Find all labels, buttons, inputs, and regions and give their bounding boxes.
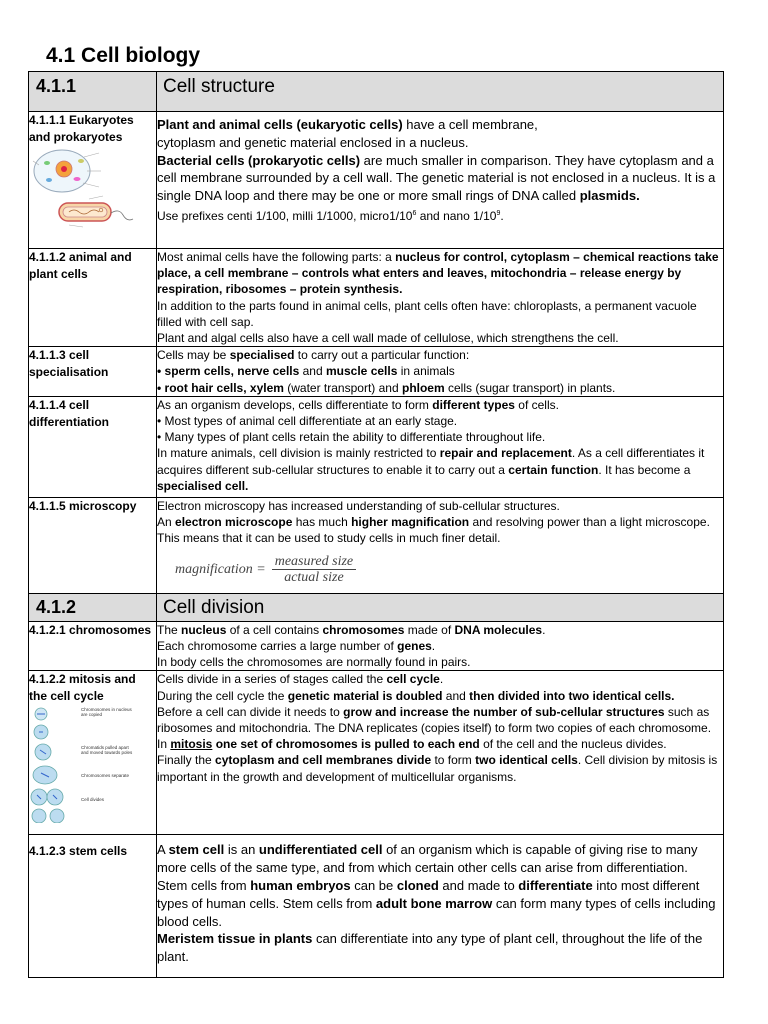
table-row — [29, 497, 724, 593]
row-label: 4.1.1.1 Eukaryotes and prokaryotes — [29, 113, 134, 144]
paragraph: Bacterial cells (prokaryotic cells) are much smaller in comparison. They have cytoplasm and a cell membrane surrounded by a cell wall. The genetic material is not enclosed in a nucleus. It is a single DNA loop and there may be one or more small rings of DNA called plasmids. — [157, 152, 716, 204]
row-content: Electron microscopy has increased understanding of sub-cellular structures. An electron microscope has much higher magnification and resolving power than a light microscope. This means that it can be used to study cells in much finer detail. magnification = $\frac{\text{measured size}}{\text{actual size}}$ — [157, 497, 724, 593]
row-content: Most animal cells have the following parts: a nucleus for control, cytoplasm – chemical reactions take place, a cell membrane – controls what enters and leaves, mitochondria – release energy by respiration, ribosomes – protein synthesis. In addition to the parts found in animal cells, plant cells often have: chloroplasts, a permanent vacuole filled with cell sap. Plant and algal cells also have a cell wall made of cellulose, which strengthens the cell. — [157, 249, 724, 347]
row-label-cell — [29, 112, 157, 249]
magnification-formula: magnification = $\frac{\text{measured size}}{\text{actual size}}$ — [175, 554, 356, 585]
section-code: 4.1.2 — [29, 593, 157, 621]
table-row — [29, 396, 724, 497]
row-content: Cells may be specialised to carry out a particular function: • sperm cells, nerve cells and muscle cells in animals • root hair cells, xylem (water transport) and phloem cells (sugar transport) in plants. — [157, 347, 724, 397]
row-label: 4.1.2.3 stem cells — [29, 835, 157, 978]
formula-numerator: measured size — [272, 554, 356, 570]
table-row — [29, 347, 724, 397]
row-label: 4.1.1.3 cell specialisation — [29, 347, 157, 397]
row-label: 4.1.1.2 animal and plant cells — [29, 249, 157, 347]
table-row — [29, 835, 724, 978]
row-label: 4.1.2.1 chromosomes — [29, 621, 157, 671]
section-code: 4.1.1 — [29, 72, 157, 112]
spec-table — [28, 71, 724, 978]
section-header-cell-division — [29, 593, 724, 621]
row-content: As an organism develops, cells differentiate to form different types of cells. • Most types of animal cell differentiate at an early stage. • Many types of plant cells retain the ability to differentiate throughout life. In mature animals, cell division is mainly restricted to repair and replacement. As a cell differentiates it acquires different sub-cellular structures to enable it to carry out a certain function. It has become a specialised cell. — [157, 396, 724, 497]
page-title: 4.1 Cell biology — [46, 44, 201, 67]
row-content: A stem cell is an undifferentiated cell of an organism which is capable of giving rise to many more cells of the same type, and from which certain other cells can arise from differentiation. Stem cells from human embryos can be cloned and made to differentiate into most different types of human cells. Stem cells from adult bone marrow can form many types of cells including blood cells. Meristem tissue in plants can differentiate into any type of plant cell, throughout the life of the plant. — [157, 835, 724, 978]
diagram-caption: Cell divides — [81, 797, 105, 803]
mitosis-diagram — [29, 705, 141, 823]
formula-denominator: actual size — [284, 570, 344, 586]
eukaryotic-cell-icon — [33, 150, 101, 192]
row-label-cell — [29, 671, 157, 835]
row-content: Cells divide in a series of stages called the cell cycle. During the cell cycle the genetic material is doubled and then divided into two identical cells. Before a cell can divide it needs to grow and increase the number of sub-cellular structures such as ribosomes and mitochondria. The DNA replicates (copies itself) to form two copies of each chromosome. In mitosis one set of chromosomes is pulled to each end of the cell and the nucleus divides. Finally the cytoplasm and cell membranes divide to form two identical cells. Cell division by mitosis is important in the growth and development of multicellular organisms. — [157, 671, 724, 835]
diagram-caption: Chromosomes in nucleus are copied — [81, 707, 132, 718]
cell-diagrams-image — [29, 147, 139, 231]
table-row — [29, 112, 724, 249]
row-content: The nucleus of a cell contains chromosomes made of DNA molecules. Each chromosome carries a large number of genes. In body cells the chromosomes are normally found in pairs. — [157, 621, 724, 671]
section-header-cell-structure — [29, 72, 724, 112]
paragraph: Plant and animal cells (eukaryotic cells) have a cell membrane, cytoplasm and genetic material enclosed in a nucleus. — [157, 117, 538, 150]
row-label: 4.1.1.4 cell differentiation — [29, 396, 157, 497]
diagram-caption: Chromatids pulled apart and moved towards poles — [81, 745, 133, 756]
row-label: 4.1.1.5 microscopy — [29, 497, 157, 593]
table-row — [29, 671, 724, 835]
section-name: Cell division — [157, 593, 724, 621]
table-row — [29, 621, 724, 671]
row-label: 4.1.2.2 mitosis and the cell cycle — [29, 672, 136, 704]
paragraph: Use prefixes centi 1/100, milli 1/1000, $micro1/10^6$ and nano $1/10^9$. — [157, 208, 504, 223]
table-row — [29, 249, 724, 347]
row-content — [157, 112, 724, 249]
diagram-caption: Chromosomes separate — [81, 773, 130, 779]
section-name: Cell structure — [157, 72, 724, 112]
prokaryotic-cell-icon — [59, 196, 133, 227]
